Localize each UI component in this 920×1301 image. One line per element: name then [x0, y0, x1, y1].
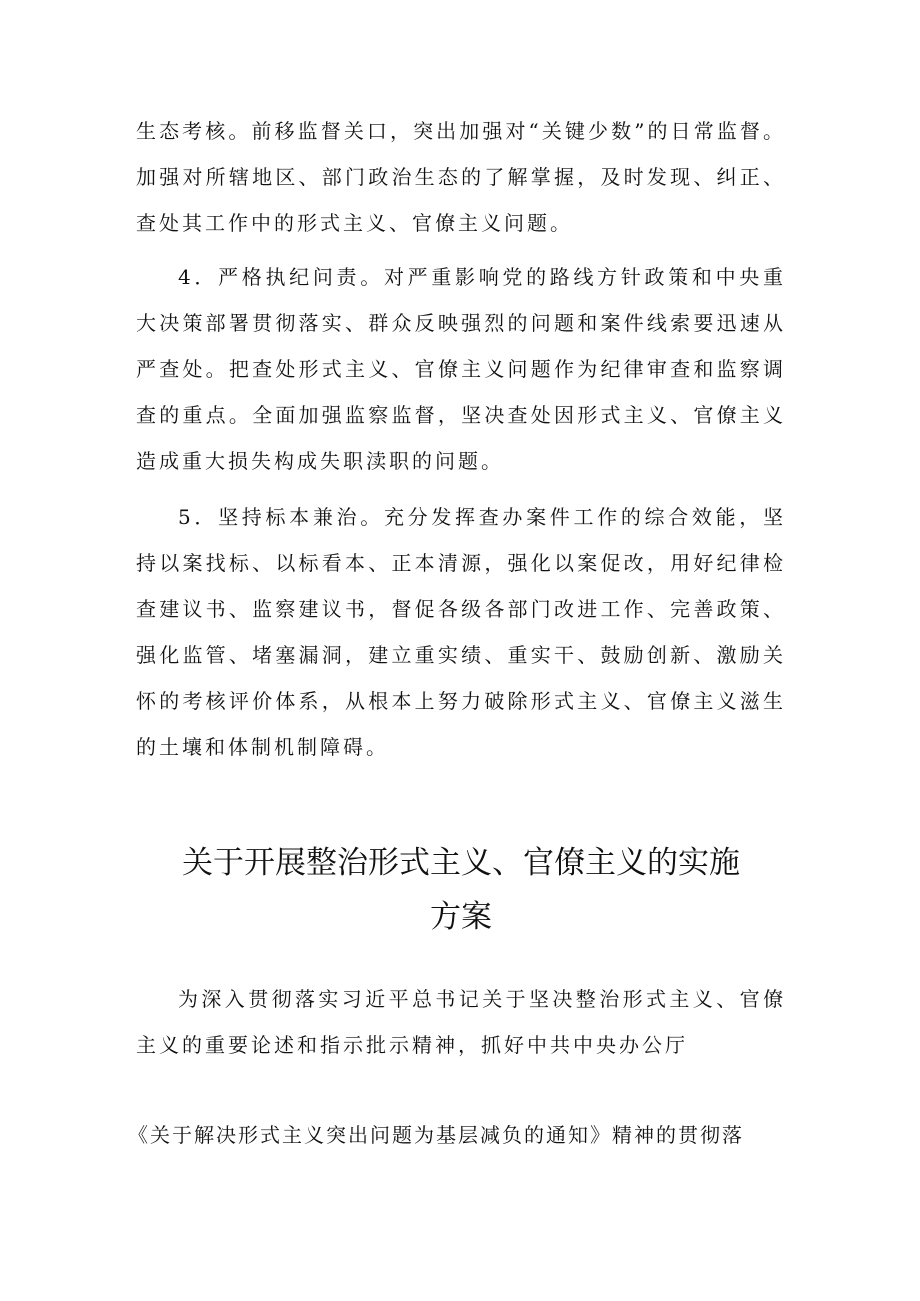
- continuation-line: 《关于解决形式主义突出问题为基层减负的通知》精神的贯彻落: [128, 1123, 744, 1147]
- body-paragraph: 5．坚持标本兼治。充分发挥查办案件工作的综合效能，坚持以案找标、以标看本、正本清源，强化以案促改，用好纪律检查建议书、监察建议书，督促各级各部门改进工作、完善政策、强化监管、堵塞漏洞，建立重实绩、重实干、鼓励创新、激励关怀的考核评价体系，从根本上努力破除形式主义、官僚主义滋生的土壤和体制机制障碍。: [136, 505, 786, 759]
- document-title-line: 关于开展整治形式主义、官僚主义的实施: [182, 845, 740, 881]
- intro-paragraph: 为深入贯彻落实习近平总书记关于坚决整治形式主义、官僚主义的重要论述和指示批示精神，抓好中共中央办公厅: [136, 987, 786, 1057]
- body-paragraph: 生态考核。前移监督关口，突出加强对“关键少数”的日常监督。加强对所辖地区、部门政治生态的了解掌握，及时发现、纠正、查处其工作中的形式主义、官僚主义问题。: [136, 119, 786, 235]
- body-paragraph: 4．严格执纪问责。对严重影响党的路线方针政策和中央重大决策部署贯彻落实、群众反映强烈的问题和案件线索要迅速从严查处。把查处形式主义、官僚主义问题作为纪律审查和监察调查的重点。全面加强监察监督，坚决查处因形式主义、官僚主义造成重大损失构成失职渎职的问题。: [136, 265, 786, 473]
- document-title-line: 方案: [430, 899, 492, 935]
- document-title: [136, 836, 786, 944]
